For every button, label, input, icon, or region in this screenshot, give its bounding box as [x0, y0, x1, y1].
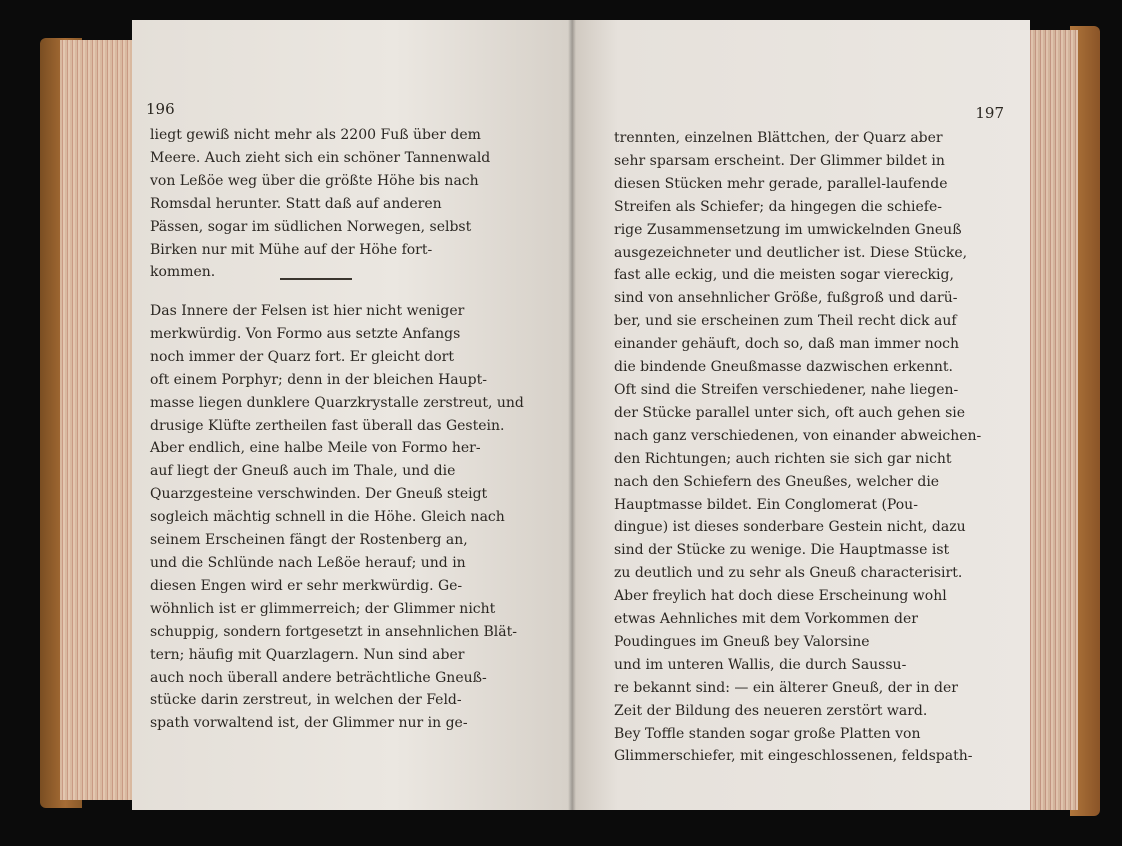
- text-line: Aber endlich, eine halbe Meile von Formo her-: [150, 440, 481, 457]
- text-line: diesen Engen wird er sehr merkwürdig. Ge-: [150, 577, 463, 594]
- text-line: spath vorwaltend ist, der Glimmer nur in ge-: [150, 715, 468, 732]
- text-line: auf liegt der Gneuß auch im Thale, und die: [150, 463, 456, 480]
- text-line: sind der Stücke zu wenige. Die Hauptmasse ist: [614, 542, 950, 559]
- text-line: Aber freylich hat doch diese Erscheinung wohl: [614, 588, 947, 605]
- text-line: Oft sind die Streifen verschiedener, nahe liegen-: [614, 381, 959, 398]
- text-line: Hauptmasse bildet. Ein Conglomerat (Pou-: [614, 496, 918, 513]
- text-line: Meere. Auch zieht sich ein schöner Tannenwald: [150, 149, 491, 166]
- book-gutter: [568, 20, 576, 810]
- text-line: stücke darin zerstreut, in welchen der Feld-: [150, 692, 462, 709]
- text-line: einander gehäuft, doch so, daß man immer noch: [614, 336, 960, 353]
- text-line: masse liegen dunklere Quarzkrystalle zerstreut, und: [150, 394, 524, 411]
- text-line: kommen.: [150, 264, 216, 281]
- text-line: trennten, einzelnen Blättchen, der Quarz aber: [614, 130, 943, 146]
- text-line: den Richtungen; auch richten sie sich gar nicht: [614, 450, 952, 467]
- text-line: rige Zusammensetzung im umwickelnden Gneuß: [614, 221, 962, 238]
- text-line: und im unteren Wallis, die durch Saussu-: [614, 656, 907, 673]
- text-line: oft einem Porphyr; denn in der bleichen Haupt-: [150, 371, 487, 388]
- text-line: ausgezeichneter und deutlicher ist. Diese Stücke,: [614, 244, 968, 261]
- text-line: fast alle eckig, und die meisten sogar viereckig,: [614, 267, 954, 284]
- text-line: der Stücke parallel unter sich, oft auch gehen sie: [614, 404, 966, 421]
- text-line: dingue) ist dieses sonderbare Gestein nicht, dazu: [614, 519, 966, 536]
- left-page: [132, 20, 572, 810]
- page-edges-left: [60, 40, 140, 800]
- right-page-text: [614, 127, 1014, 768]
- text-line: ber, und sie erscheinen zum Theil recht dick auf: [614, 313, 957, 330]
- text-line: von Leßöe weg über die größte Höhe bis nach: [150, 172, 479, 189]
- left-paragraph-1: [150, 124, 570, 284]
- text-line: sehr sparsam erscheint. Der Glimmer bildet in: [614, 152, 945, 169]
- left-paragraph-2: [150, 300, 570, 735]
- text-line: Quarzgesteine verschwinden. Der Gneuß steigt: [150, 486, 488, 503]
- text-line: tern; häufig mit Quarzlagern. Nun sind aber: [150, 646, 465, 663]
- text-line: schuppig, sondern fortgesetzt in ansehnlichen Blät-: [150, 623, 517, 640]
- text-line: nach ganz verschiedenen, von einander abweichen-: [614, 427, 982, 444]
- text-line: liegt gewiß nicht mehr als 2200 Fuß über dem: [150, 127, 481, 143]
- text-line: merkwürdig. Von Formo aus setzte Anfangs: [150, 325, 461, 342]
- section-divider: [280, 278, 352, 280]
- text-line: Das Innere der Felsen ist hier nicht weniger: [150, 303, 465, 319]
- page-number-left: 196: [146, 100, 175, 118]
- text-line: Streifen als Schiefer; da hingegen die schiefe-: [614, 198, 943, 215]
- text-line: Zeit der Bildung des neueren zerstört ward.: [614, 702, 928, 719]
- text-line: etwas Aehnliches mit dem Vorkommen der: [614, 611, 918, 628]
- text-line: zu deutlich und zu sehr als Gneuß characterisirt.: [614, 565, 963, 582]
- page-number-right: 197: [975, 104, 1004, 122]
- right-page: [572, 20, 1030, 810]
- text-line: die bindende Gneußmasse dazwischen erkennt.: [614, 359, 953, 376]
- text-line: Poudingues im Gneuß bey Valorsine: [614, 633, 870, 650]
- text-line: und die Schlünde nach Leßöe herauf; und in: [150, 554, 466, 571]
- text-line: Pässen, sogar im südlichen Norwegen, selbst: [150, 218, 472, 235]
- text-line: sogleich mächtig schnell in die Höhe. Gleich nach: [150, 509, 505, 526]
- text-line: re bekannt sind: — ein älterer Gneuß, der in der: [614, 679, 958, 696]
- text-line: Bey Toffle standen sogar große Platten von: [614, 725, 921, 742]
- text-line: auch noch überall andere beträchtliche Gneuß-: [150, 669, 487, 686]
- text-line: drusige Klüfte zertheilen fast überall das Gestein.: [150, 417, 505, 434]
- text-line: Birken nur mit Mühe auf der Höhe fort-: [150, 241, 433, 258]
- text-line: nach den Schiefern des Gneußes, welcher die: [614, 473, 940, 490]
- text-line: Romsdal herunter. Statt daß auf anderen: [150, 195, 442, 212]
- open-book: [40, 20, 1100, 826]
- text-line: diesen Stücken mehr gerade, parallel-laufende: [614, 175, 948, 192]
- page-edges-right: [1028, 30, 1078, 810]
- text-line: wöhnlich ist er glimmerreich; der Glimmer nicht: [150, 600, 496, 617]
- text-line: sind von ansehnlicher Größe, fußgroß und darü-: [614, 290, 958, 307]
- text-line: noch immer der Quarz fort. Er gleicht dort: [150, 348, 454, 365]
- text-line: seinem Erscheinen fängt der Rostenberg an,: [150, 532, 468, 549]
- text-line: Glimmerschiefer, mit eingeschlossenen, feldspath-: [614, 748, 973, 765]
